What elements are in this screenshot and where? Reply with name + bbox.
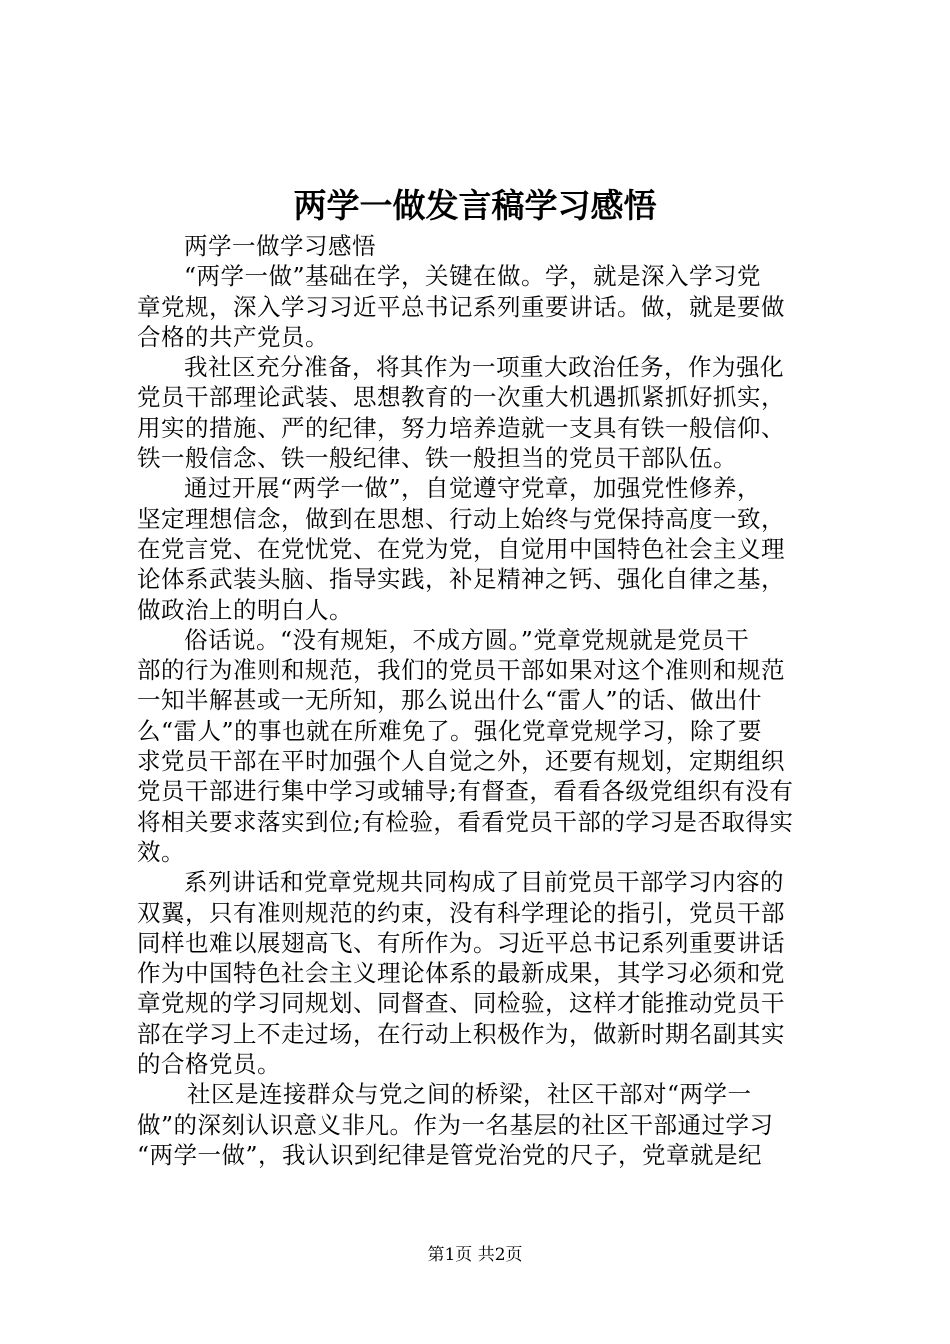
- paragraph-line: 用实的措施、严的纪律，努力培养造就一支具有铁一般信仰、: [137, 413, 785, 442]
- paragraph-line: 么“雷人”的事也就在所难免了。强化党章党规学习，除了要: [137, 716, 763, 745]
- paragraph-line: 我社区充分准备，将其作为一项重大政治任务，作为强化: [184, 353, 784, 382]
- paragraph-line: 将相关要求落实到位;有检验，看看党员干部的学习是否取得实: [137, 807, 794, 836]
- paragraph-line: 在党言党、在党忧党、在党为党，自觉用中国特色社会主义理: [137, 534, 785, 563]
- paragraph-line: 同样也难以展翅高飞、有所作为。习近平总书记系列重要讲话: [137, 928, 785, 957]
- paragraph-line: 论体系武装头脑、指导实践，补足精神之钙、强化自律之基，: [137, 565, 785, 594]
- paragraph-line: 坚定理想信念，做到在思想、行动上始终与党保持高度一致，: [137, 504, 785, 533]
- paragraph-line: 通过开展“两学一做”，自觉遵守党章，加强党性修养，: [184, 474, 762, 503]
- paragraph-line: 社区是连接群众与党之间的桥梁，社区干部对“两学一: [187, 1080, 752, 1109]
- paragraph-line: 效。: [137, 837, 185, 866]
- paragraph-line: 铁一般信念、铁一般纪律、铁一般担当的党员干部队伍。: [137, 444, 737, 473]
- paragraph-line: 作为中国特色社会主义理论体系的最新成果，其学习必须和党: [137, 959, 785, 988]
- paragraph-line: 部在学习上不走过场，在行动上积极作为，做新时期名副其实: [137, 1019, 785, 1048]
- paragraph-line: 党员干部理论武装、思想教育的一次重大机遇抓紧抓好抓实，: [137, 383, 785, 412]
- paragraph-line: 双翼，只有准则规范的约束，没有科学理论的指引，党员干部: [137, 898, 785, 927]
- paragraph-line: 做”的深刻认识意义非凡。作为一名基层的社区干部通过学习: [137, 1110, 774, 1139]
- paragraph-line: “两学一做”，我认识到纪律是管党治党的尺子，党章就是纪: [137, 1140, 763, 1169]
- paragraph-line: 部的行为准则和规范，我们的党员干部如果对这个准则和规范: [137, 656, 785, 685]
- paragraph-line: 系列讲话和党章党规共同构成了目前党员干部学习内容的: [184, 868, 784, 897]
- paragraph-line: 党员干部进行集中学习或辅导;有督查，看看各级党组织有没有: [137, 777, 794, 806]
- paragraph-line: 两学一做学习感悟: [184, 232, 376, 260]
- page-footer: 第1页 共2页: [427, 1245, 523, 1265]
- paragraph-line: 合格的共产党员。: [137, 322, 329, 351]
- paragraph-line: 俗话说。“没有规矩，不成方圆。”党章党规就是党员干: [184, 625, 750, 654]
- paragraph-line: 一知半解甚或一无所知，那么说出什么“雷人”的话、做出什: [137, 686, 763, 715]
- paragraph-line: 章党规，深入学习习近平总书记系列重要讲话。做，就是要做: [137, 292, 785, 321]
- paragraph-line: 的合格党员。: [137, 1050, 281, 1079]
- paragraph-line: 做政治上的明白人。: [137, 595, 353, 624]
- paragraph-line: 章党规的学习同规划、同督查、同检验，这样才能推动党员干: [137, 989, 785, 1018]
- document-title: 两学一做发言稿学习感悟: [293, 186, 657, 225]
- paragraph-line: “两学一做”基础在学，关键在做。学，就是深入学习党: [184, 262, 762, 291]
- paragraph-line: 求党员干部在平时加强个人自觉之外，还要有规划，定期组织: [137, 747, 785, 776]
- document-body: [137, 231, 829, 1170]
